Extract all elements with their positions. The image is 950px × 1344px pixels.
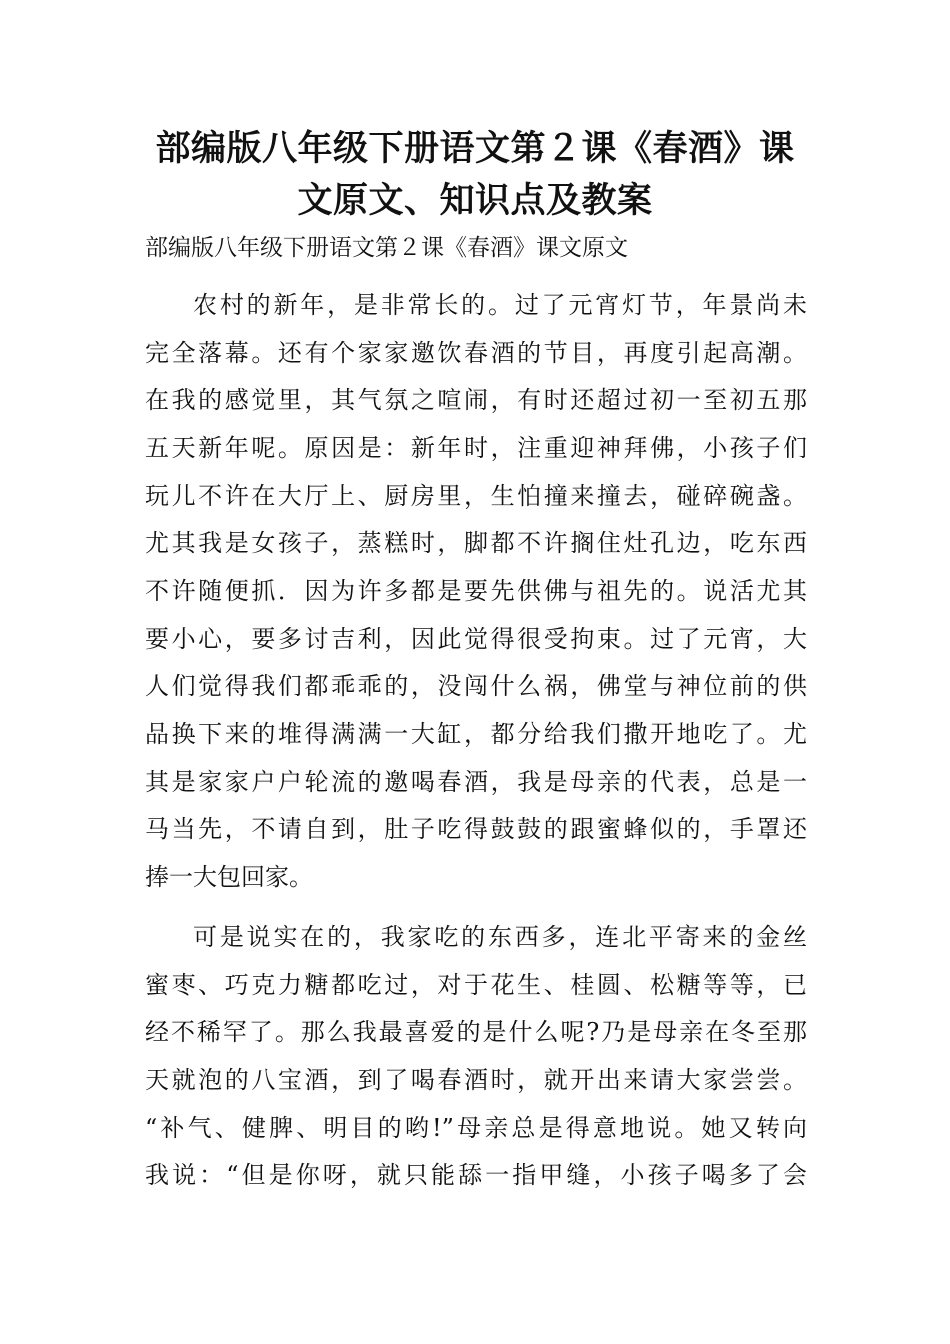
section-heading: 部编版八年级下册语文第２课《春酒》课文原文 bbox=[145, 235, 628, 261]
text-line: 在我的感觉里，其气氛之喧闹，有时还超过初一至初五那 bbox=[145, 386, 807, 414]
text-line: 不许随便抓．因为许多都是要先供佛与祖先的。说活尤其 bbox=[145, 577, 807, 605]
text-line: 经不稀罕了。那么我最喜爱的是什么呢?乃是母亲在冬至那 bbox=[145, 1018, 807, 1046]
text-line: “补气、健脾、明目的哟!”母亲总是得意地说。她又转向 bbox=[145, 1114, 807, 1142]
document-title-line-1: 部编版八年级下册语文第２课《春酒》课 bbox=[155, 129, 795, 169]
text-line: 尤其我是女孩子，蒸糕时，脚都不许搁住灶孔边，吃东西 bbox=[145, 529, 807, 557]
text-line: 农村的新年，是非常长的。过了元宵灯节，年景尚未 bbox=[193, 291, 807, 319]
text-line: 可是说实在的，我家吃的东西多，连北平寄来的金丝 bbox=[193, 923, 807, 951]
text-line: 我说：“但是你呀，就只能舔一指甲缝，小孩子喝多了会 bbox=[145, 1161, 807, 1189]
text-line: 五天新年呢。原因是：新年时，注重迎神拜佛，小孩子们 bbox=[145, 434, 807, 462]
text-line: 捧一大包回家。 bbox=[145, 863, 313, 891]
text-line: 其是家家户户轮流的邀喝春酒，我是母亲的代表，总是一 bbox=[145, 768, 807, 796]
text-line: 完全落幕。还有个家家邀饮春酒的节目，再度引起高潮。 bbox=[145, 339, 807, 367]
text-line: 品换下来的堆得满满一大缸，都分给我们撒开地吃了。尤 bbox=[145, 720, 807, 748]
text-line: 天就泡的八宝酒，到了喝春酒时，就开出来请大家尝尝。 bbox=[145, 1066, 807, 1094]
text-line: 要小心，要多讨吉利，因此觉得很受拘束。过了元宵，大 bbox=[145, 625, 807, 653]
text-line: 蜜枣、巧克力糖都吃过，对于花生、桂圆、松糖等等，已 bbox=[145, 971, 807, 999]
text-line: 玩儿不许在大厅上、厨房里，生怕撞来撞去，碰碎碗盏。 bbox=[145, 482, 807, 510]
document-title-line-2: 文原文、知识点及教案 bbox=[297, 181, 653, 221]
text-line: 人们觉得我们都乖乖的，没闯什么祸，佛堂与神位前的供 bbox=[145, 672, 807, 700]
text-line: 马当先，不请自到，肚子吃得鼓鼓的跟蜜蜂似的，手罩还 bbox=[145, 815, 807, 843]
